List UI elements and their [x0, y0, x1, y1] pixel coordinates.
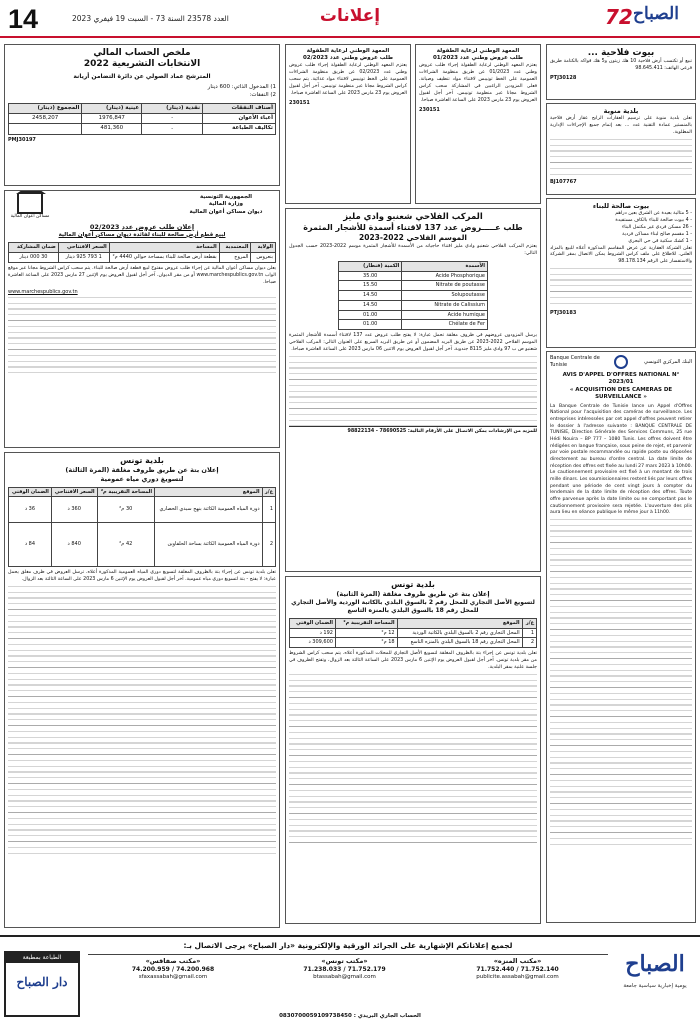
fin-cell: 1976,847: [82, 113, 142, 123]
table-row: [339, 281, 488, 291]
footer-tagline: يومية إخبارية سياسية جامعة: [623, 983, 687, 989]
bld2-cell: 1: [262, 497, 275, 523]
ad-manouba-ref: BJ107767: [550, 178, 577, 185]
office-tunis-title: «مكتب تونس»: [321, 957, 368, 965]
fin-title: ملخص الحساب المالي: [93, 48, 191, 58]
bld-cell: 309,600 د: [290, 638, 336, 648]
agri-table: [338, 261, 488, 330]
fin-cell: -: [142, 113, 203, 123]
agri-fert: Nitrate de poutasse: [402, 281, 488, 291]
bld-cell: المحل التجاري رقم 18 بالسوق البلدي بالمنزه التاسع: [397, 638, 522, 648]
bld2-cell: دورة المياه العمومية الكائنة بنهج سيدي الحصاري: [155, 497, 263, 523]
office-tunis-phones: 71.238.033 / 71.752.179: [303, 965, 386, 973]
ad-manouba-text: تعلن بلدية منوبة على ترسيم العقارات الرابح عقار أرض فلاحية بالمنستير عمادة التقنية عدد ... بعد إتمام جميع الإجراءات الإدارية المطلوبة.: [550, 115, 692, 135]
loc-title: إعلان طلب عروض عدد 02/2023: [89, 223, 195, 232]
bld2-col-price: السعر الافتتاحي: [51, 487, 97, 497]
bank-text: La Banque Centrale de Tunisie lance un Appel d'Offres National pour l'acquisition des caméras de surveillance. Les entreprises intéressées par cet appel d'offres peuvent retirer le dossier à l'adresse suivante : BANQUE CENTRALE DE TUNISIE, Direction Générale des Services Communs, 25 rue Hédi Nouira – BP 777 – 1080 Tunis. Les offres doivent être rédigées en langue française, sous peine de rejet, et parvenir par voie postale recommandée ou rapide poste ou déposées directement au bureau d'ordre central. La date limite de réception des offres est fixée au lundi 27 mars 2023 à 10h00. Le cautionnement provisoire est fixé à un montant de trois mille dinars. Les soumissionnaires restent liés par leurs offres pendant une période de cent vingt jours à compter du lendemain de la date limite de réception des offres. Toute offre parvenue après la date limite ou ne comportant pas le cautionnement provisoire sera rejetée. L'ouverture des plis aura lieu en séance publique le même jour à 11h00.: [550, 403, 693, 516]
fin-cell: تكاليف الطباعة: [203, 124, 276, 134]
office-manzah-phones: 71.752.440 / 71.752.140: [476, 965, 559, 973]
fin-cell: 2458,207: [9, 113, 82, 123]
printer-badge-name: دار الصباح: [16, 975, 68, 990]
loc-logo-text: مساكن أعوان المالية: [10, 214, 50, 219]
ad-childhood-1-sub: طلب عروض وطني عدد 01/2023: [432, 55, 524, 62]
footer-logo: [612, 951, 698, 990]
fin-sub: الانتخابات التشريعية 2022: [83, 59, 201, 70]
agri-col-qty: الكمية (قنطار): [339, 261, 402, 271]
bld-sub2: لتسويغ الأصل التجاري للمحل رقم 2 بالسوق البلدي بالكاتبة الوردية والأصل التجاري للمحل رقم 18 بالسوق البلدي بالمنزه التاسع: [291, 598, 535, 614]
ad-property-item-2: - 4 بيوت صالحة للبناء بالكاف مستفيدة: [615, 217, 692, 223]
column-left: [4, 44, 280, 928]
agri-fert: Nitrate de Calissium: [402, 300, 488, 310]
bld-cell: 12 م²: [335, 628, 397, 638]
column-middle: [285, 44, 541, 928]
logo: [605, 2, 697, 34]
printer-badge: [4, 951, 80, 1017]
agri-fert: Acide Phosphorique: [402, 271, 488, 281]
office-manzah: [430, 957, 605, 981]
bld2-cell: 30 م²: [97, 497, 155, 523]
fin-line2: 2) النفقات:: [249, 91, 276, 98]
bld2-cell: 360 د: [51, 497, 97, 523]
agri-title: المركب الفلاحي شعنبو وادي مليز: [343, 212, 483, 222]
bld2-sub: إعلان بتة عن طريق ظروف مغلقة (المرة الثالثة): [65, 466, 219, 474]
page-footer: [0, 935, 700, 1027]
ad-childhood-1-text: يعتزم المعهد الوطني لرعاية الطفولة إجراء طلب عروض وطني عدد 01/2023 عن طريق منظومة الشراءات العمومية على الخط تونيبس لاقتناء مواد تنظيف وصيانة. فعلى المزودين الراغبين في المشاركة سحب كراس الشروط مجانا عبر منظومة تونيبس. آخر أجل لقبول العروض يوم 23 مارس 2023 على الساعة العاشرة صباحا.: [419, 62, 537, 103]
agri-qty: 15.50: [339, 281, 402, 291]
page-number: 14: [8, 4, 39, 34]
bank-subject: « ACQUISITION DES CAMERAS DE SURVEILLANCE »: [569, 386, 673, 401]
ad-property-item-4: - 1 مقسم صالح لبناء مساكن فردية: [622, 231, 692, 237]
ad-financial-summary: [4, 44, 280, 186]
fin-cell: -: [142, 124, 203, 134]
logo-text: الصباح: [633, 4, 679, 24]
loc-header3: ديوان مساكن أعوان المالية: [189, 208, 263, 215]
bank-logo-fr: Banque Centrale de Tunisie: [550, 355, 600, 368]
loc-cell: المروج: [219, 253, 251, 263]
bld-cell: 192 د: [290, 628, 336, 638]
bank-account: الحساب الجاري البريدي : 0830700059109738450: [279, 1013, 421, 1019]
loc-logo: [8, 194, 52, 220]
agri-qty: 01.00: [339, 310, 402, 320]
loc-table: [8, 242, 276, 263]
agri-sub2: الموسم الفلاحي 2022-2023: [359, 232, 467, 242]
bld-text: تعلن بلدية تونس عن إجراء بتة بالظروف المغلقة لتسويغ الأصل التجاري للمحلات المذكورة أعلاه. يتم سحب كراس الشروط من مقر بلدية تونس. آخر أجل لقبول العروض يوم الإثنين 6 مارس 2023 على الساعة الثالثة بعد الزوال، وتفتح الظروف في جلسة علنية بمقر البلدية.: [289, 651, 537, 671]
bld-cell: 1: [522, 628, 536, 638]
table-row: [9, 253, 276, 263]
table-row: [9, 497, 276, 523]
bld2-text: تعلن بلدية تونس عن إجراء بتة بالظروف المغلقة لتسويغ دوري المياه العمومية المذكورة أعلاه. ترسل العروض في ظرف مغلق يحمل عبارة: لا يفتح - بتة لتسويغ دوري مياه عمومية. آخر أجل لقبول العروض يوم الإثنين 6 مارس 2023 على الساعة الثالثة بعد الزوال.: [8, 570, 276, 583]
bank-logo-ar: البنك المركزي التونسي: [644, 358, 692, 365]
ad-farm-text: تبيع أو تكتسب أرض فلاحية 10 هك زيتون و5 هك فواكه بالكتامة طريق فرعي الهاتف: 98.645.411: [550, 59, 692, 72]
ad-agri-complex: [285, 208, 541, 572]
bld2-cell: دورة المياه العمومية الكائنة بساحة الحلفاوين: [155, 523, 263, 567]
ad-property-item-3: - 26 مسكن فردي غير مكتمل البناء: [621, 224, 692, 230]
agri-qty: 14.50: [339, 291, 402, 301]
office-manzah-title: «مكتب المنزه»: [493, 957, 542, 965]
ad-property: [546, 198, 696, 348]
issue-info: العدد 23578 السنة 73 - السبت 19 فيفري 2023: [72, 14, 229, 23]
header-rule: [0, 36, 700, 38]
bld2-cell: 2: [262, 523, 275, 567]
agri-qty: 14.50: [339, 300, 402, 310]
bld2-table: [8, 487, 276, 568]
bld-col-num: ع/ر: [522, 618, 536, 628]
fin-line1: 1) المدخول الذاتي: 600 دينار: [207, 83, 276, 90]
footer-logo-text: الصباح: [625, 951, 685, 977]
table-row: [9, 124, 276, 134]
office-tunis: [262, 957, 427, 981]
agri-contact: للمزيد من الإرشادات يمكن الاتصال على الأرقام التالية: 78690525 - 98822134: [289, 426, 537, 436]
house-icon: [17, 194, 43, 214]
ad-farm-title: بيوت فلاحية ...: [587, 48, 655, 58]
bank-title: AVIS D'APPEL D'OFFRES NATIONAL N° 2023/01: [562, 372, 680, 386]
office-sfax-email[interactable]: sfaxassabah@gmail.com: [138, 973, 208, 980]
loc-cell: 1 793 925 دينار: [58, 253, 109, 263]
ad-property-item-5: - 1 كشك سكنية في حي البحري: [628, 238, 692, 244]
fin-col-kind: عينية (دينار): [82, 103, 142, 113]
loc-cell: بنعروس: [251, 253, 276, 263]
fin-col-type: أصناف النفقات: [203, 103, 276, 113]
bld-col-guarantee: الضمان الوقتي: [290, 618, 336, 628]
agri-sub1: طلب عـــــروض عدد 137 لاقتناء أسمدة للأشجار المثمرة: [303, 222, 523, 232]
office-tunis-email[interactable]: btassabah@gmail.com: [313, 973, 376, 980]
ad-tunis-municipality-2: [4, 452, 280, 928]
ad-childhood-2-sub: طلب عروض وطني عدد 02/2023: [302, 55, 394, 62]
agri-fert: Chélate de Fer: [402, 320, 488, 330]
ad-farm-ref: PTJ30128: [550, 75, 577, 82]
ad-childhood-2: [285, 44, 411, 204]
agri-fert: Solupoutasse: [402, 291, 488, 301]
table-row: [339, 291, 488, 301]
bld-title: بلدية تونس: [391, 580, 435, 589]
agri-intro: يعتزم المركب الفلاحي شعنبو وادي مليز اقتناء حاجياته من الأسمدة للأشجار المثمرة موسم 2022-2023 حسب الجدول التالي:: [289, 244, 537, 256]
table-row: [339, 300, 488, 310]
ad-farm-sale: [546, 44, 696, 100]
ad-property-title: بيوت صالحة للبناء: [592, 202, 650, 210]
loc-col-state: الولاية: [251, 243, 276, 253]
bld-col-loc: الموقع: [397, 618, 522, 628]
bld2-col-loc: الموقع: [155, 487, 263, 497]
ad-childhood-2-ref: 230151: [289, 99, 310, 106]
bld2-col-guarantee: الضمان الوقتي: [9, 487, 52, 497]
loc-header1: الجمهورية التونسية: [199, 194, 253, 200]
ad-childhood-1: [415, 44, 541, 204]
bld-sub: إعلان بتة عن طريق ظروف مغلقة (المرة الثانية): [336, 590, 490, 598]
agri-fert: Acide humique: [402, 310, 488, 320]
printer-badge-title: الطباعة بمطبعة: [6, 953, 78, 963]
footer-bar-text: لجميع إعلاناتكم الإشهارية على الجرائد الورقية والإلكترونية «دار الصباح» يرجى الاتصال بـ:: [88, 941, 608, 955]
bld2-cell: 84 د: [9, 523, 52, 567]
bld-col-area: المساحة التقريبية م²: [335, 618, 397, 628]
ad-childhood-2-title: المعهد الوطني لرعاية الطفولة: [306, 48, 390, 54]
loc-col-delegation: المعتمدية: [219, 243, 251, 253]
agri-qty: 01.00: [339, 320, 402, 330]
fin-cell: أعباء الأعوان: [203, 113, 276, 123]
table-row: [339, 310, 488, 320]
bld2-col-num: ع/ر: [262, 487, 275, 497]
ad-manouba: [546, 103, 696, 195]
office-sfax-phones: 74.200.959 / 74.200.968: [131, 965, 215, 973]
table-row: [9, 523, 276, 567]
office-sfax-title: «مكتب صفاقس»: [145, 957, 201, 965]
fin-candidate: المترشح عماد الصولي عن دائرة التضامن أريانة: [73, 72, 211, 80]
table-row: [290, 638, 537, 648]
bld2-cell: 840 د: [51, 523, 97, 567]
ad-childhood-1-title: المعهد الوطني لرعاية الطفولة: [436, 48, 520, 54]
section-title: إعلانات: [319, 6, 381, 26]
ad-manouba-title: بلدية منوبة: [603, 107, 639, 115]
bld-cell: 18 م²: [335, 638, 397, 648]
ad-housing-office: [4, 190, 280, 448]
fin-col-cash: نقدية (دينار): [142, 103, 203, 113]
loc-header2: وزارة المالية: [208, 201, 244, 208]
ad-property-text: تعلن الشركة العقارية عن عرض المقاسم المذكورة أعلاه للبيع بالمزاد العلني. للاطلاع على ملف كراس الشروط يمكن الاتصال بمقر الشركة والاستفسار على الرقم 98.178.134: [550, 245, 692, 265]
agri-col-fert: الأسمدة: [402, 261, 488, 271]
ad-childhood-1-ref: 230151: [419, 106, 440, 113]
fin-cell: 481,360: [82, 124, 142, 134]
ad-childhood-2-text: يعتزم المعهد الوطني لرعاية الطفولة إجراء طلب عروض وطني عدد 02/2023 عن طريق منظومة الشراءات العمومية على الخط تونيبس لاقتناء مواد غذائية. يتم سحب كراس الشروط مجانا عبر منظومة تونيبس. آخر أجل لقبول العروض يوم 23 مارس 2023 على الساعة العاشرة صباحا.: [289, 62, 407, 96]
agri-text: يرسل المزودون عروضهم في ظروف مغلقة تحمل عبارة: لا يفتح طلب عروض عدد 137 لاقتناء أسمدة للأشجار المثمرة الموسم الفلاحي 2022-2023 عن طريق البريد المضمون أو عن طريق البريد السريع على العنوان التالي: المركب الفلاحي شعنبو ص ب 97 وادي مليز 8115 جندوبة. آخر أجل لقبول العروض يوم الاثنين 06 مارس 2023 على الساعة العاشرة صباحا.: [289, 333, 538, 353]
table-row: [339, 320, 488, 330]
loc-url[interactable]: www.marchespublics.gov.tn: [8, 288, 78, 295]
bld2-sub2: لتسويغ دوري مياه عمومية: [100, 474, 184, 483]
page-header: [0, 0, 700, 40]
bld-table: [289, 618, 537, 648]
loc-text: يعلن ديوان مساكن أعوان المالية عن إجراء طلب عروض مفتوح لبيع قطعة أرض صالحة للبناء. يتم سحب كراس الشروط مجانا عبر موقع الواب www.marchespublics.gov.tn أو من مقر الديوان. آخر أجل لقبول العروض يوم الإثنين 27 مارس 2023 على الساعة العاشرة صباحا.: [8, 265, 276, 285]
fin-ref: PMJ30197: [8, 136, 36, 143]
loc-cell: 30 000 دينار: [9, 253, 59, 263]
ad-property-item-1: - 5 مثالية بعيدة عن الشرق بعين دراهم: [615, 210, 692, 216]
table-row: [339, 271, 488, 281]
bank-logo-icon: [614, 355, 628, 369]
bld2-cell: 36 د: [9, 497, 52, 523]
logo-number: 72: [605, 5, 633, 29]
loc-col-price: السعر الافتتاحي: [58, 243, 109, 253]
bld2-col-area: المساحة التقريبية م²: [97, 487, 155, 497]
bld-cell: 2: [522, 638, 536, 648]
ad-central-bank: [546, 351, 696, 923]
ad-tunis-municipality-1: [285, 576, 541, 924]
table-row: [290, 628, 537, 638]
loc-cell: بقطعة أرض صالحة للبناء بمساحة حوالي 4440 م²: [109, 253, 219, 263]
office-sfax: [88, 957, 258, 981]
loc-col-area: المساحة: [109, 243, 219, 253]
bld2-cell: 42 م²: [97, 523, 155, 567]
loc-col-guarantee: ضمان المشاركة: [9, 243, 59, 253]
table-row: [9, 113, 276, 123]
agri-qty: 35.00: [339, 271, 402, 281]
fin-cell: [9, 124, 82, 134]
fin-table: [8, 103, 276, 135]
office-manzah-email[interactable]: publicite.assabah@gmail.com: [476, 973, 559, 980]
column-right: [546, 44, 696, 928]
bld-cell: المحل التجاري رقم 2 بالسوق البلدي بالكاتبة الوردية: [397, 628, 522, 638]
bld2-title: بلدية تونس: [120, 456, 164, 465]
fin-col-total: المجموع (دينار): [9, 103, 82, 113]
loc-sub: لبيع قطع أرض صالحة للبناء لفائدة ديوان مساكن أعوان المالية: [58, 231, 226, 238]
ad-property-ref: PTJ30183: [550, 310, 577, 317]
